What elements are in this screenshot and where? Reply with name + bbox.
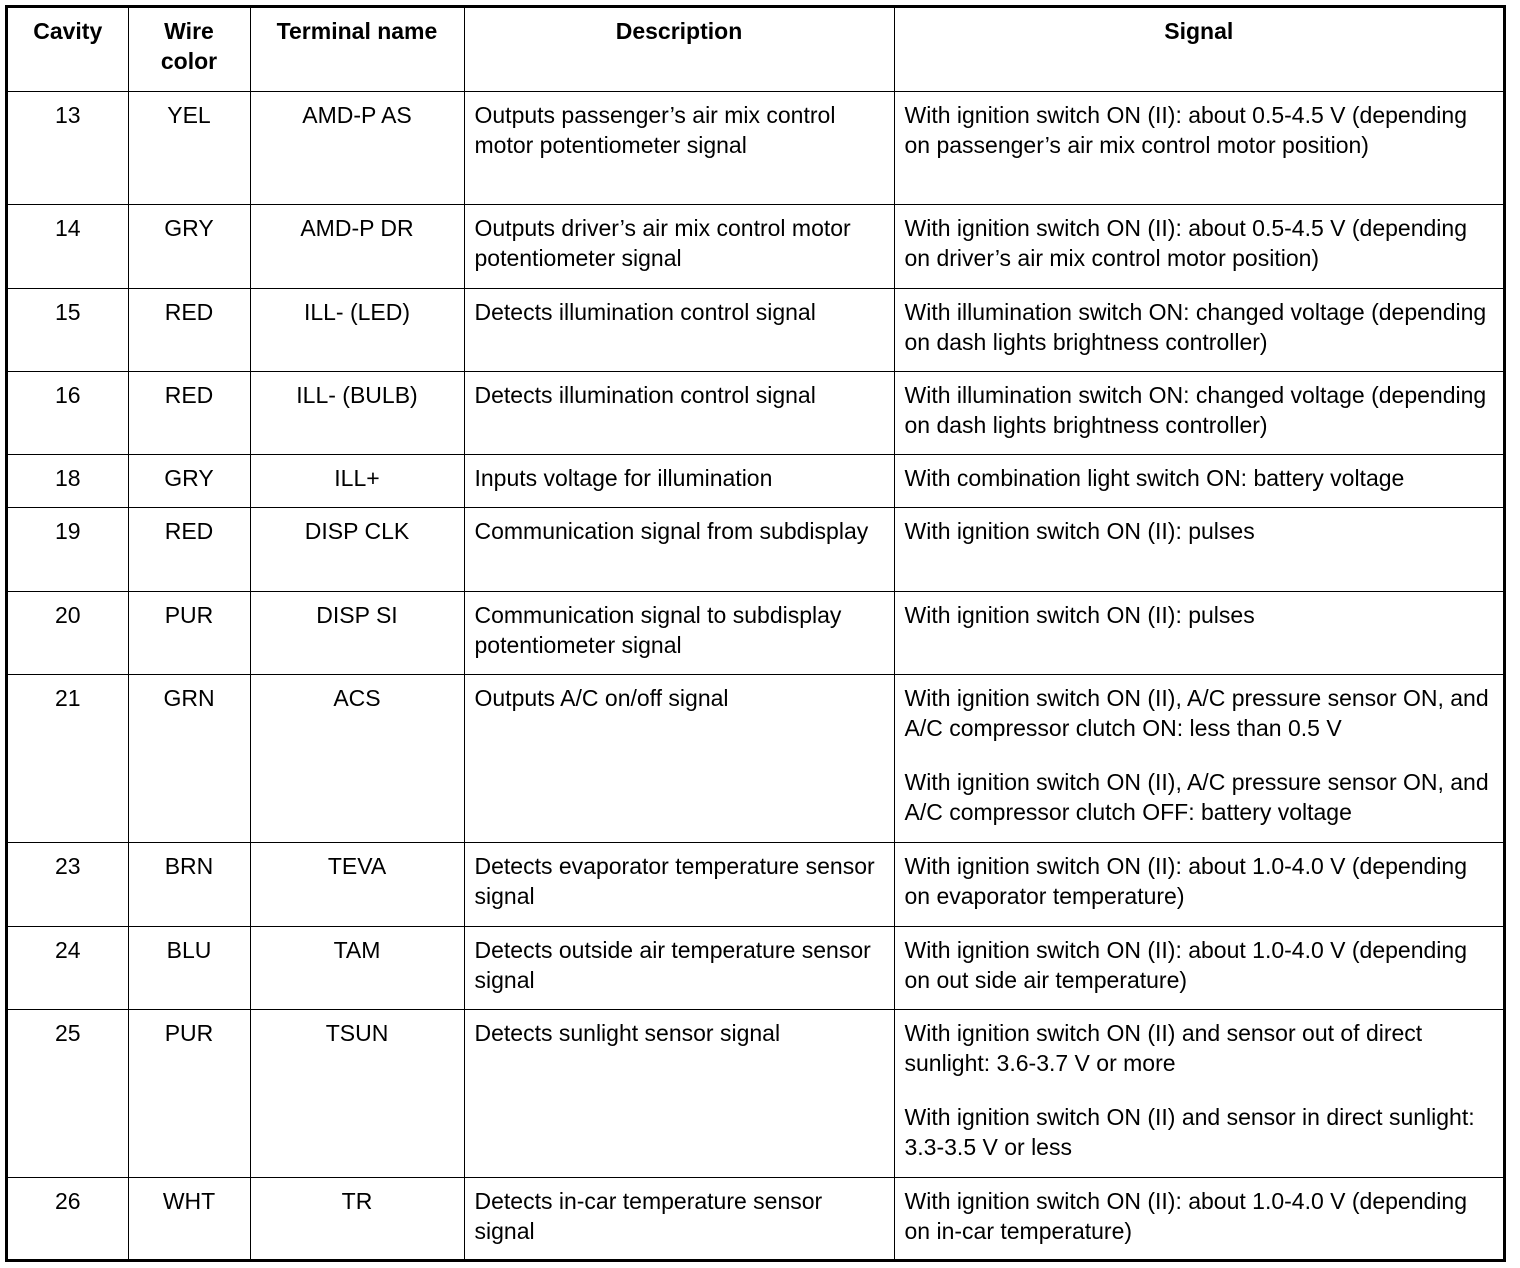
description-cell: Detects evaporator temperature sensor signal bbox=[464, 842, 894, 926]
signal-cell bbox=[894, 674, 1503, 842]
terminal-name-cell: ACS bbox=[250, 674, 464, 842]
description-cell: Outputs A/C on/off signal bbox=[464, 674, 894, 842]
signal-cell bbox=[894, 371, 1503, 454]
wire-color-cell: PUR bbox=[128, 591, 250, 674]
description-cell: Detects illumination control signal bbox=[464, 288, 894, 371]
table-row bbox=[8, 926, 1503, 1009]
signal-text: With ignition switch ON (II): about 0.5-4.5 V (depending on passenger’s air mix control motor position) bbox=[904, 101, 1468, 158]
terminal-name-cell: ILL- (LED) bbox=[250, 288, 464, 371]
signal-text: With illumination switch ON: changed voltage (depending on dash lights brightness controller) bbox=[904, 381, 1487, 438]
signal-text: With ignition switch ON (II): pulses bbox=[904, 601, 1255, 628]
signal-text: With ignition switch ON (II), A/C pressure sensor ON, and A/C compressor clutch ON: less than 0.5 V bbox=[904, 684, 1489, 741]
cavity-cell: 21 bbox=[8, 674, 128, 842]
terminal-name-cell: TAM bbox=[250, 926, 464, 1009]
table-row bbox=[8, 591, 1503, 674]
header-terminal-name: Terminal name bbox=[250, 8, 464, 91]
signal-text: With ignition switch ON (II), A/C pressure sensor ON, and A/C compressor clutch OFF: battery voltage bbox=[904, 768, 1489, 825]
signal-cell bbox=[894, 842, 1503, 926]
wire-color-cell: GRY bbox=[128, 454, 250, 507]
cavity-cell: 18 bbox=[8, 454, 128, 507]
header-cavity: Cavity bbox=[8, 8, 128, 91]
table-row bbox=[8, 204, 1503, 288]
table-row bbox=[8, 674, 1503, 842]
description-cell: Outputs driver’s air mix control motor potentiometer signal bbox=[464, 204, 894, 288]
description-cell: Detects sunlight sensor signal bbox=[464, 1009, 894, 1177]
table-row bbox=[8, 1177, 1503, 1259]
wire-color-cell: BRN bbox=[128, 842, 250, 926]
table-row bbox=[8, 371, 1503, 454]
wire-color-cell: GRY bbox=[128, 204, 250, 288]
signal-text: With ignition switch ON (II) and sensor in direct sunlight: 3.3-3.5 V or less bbox=[904, 1103, 1475, 1160]
terminal-name-cell: AMD-P AS bbox=[250, 91, 464, 204]
table-row bbox=[8, 1009, 1503, 1177]
table-row bbox=[8, 842, 1503, 926]
table-body bbox=[8, 91, 1503, 1259]
signal-cell bbox=[894, 507, 1503, 591]
cavity-cell: 23 bbox=[8, 842, 128, 926]
terminal-name-cell: DISP SI bbox=[250, 591, 464, 674]
description-cell: Detects in-car temperature sensor signal bbox=[464, 1177, 894, 1259]
signal-cell bbox=[894, 91, 1503, 204]
header-signal: Signal bbox=[894, 8, 1503, 91]
table-row bbox=[8, 454, 1503, 507]
wire-color-cell: YEL bbox=[128, 91, 250, 204]
signal-cell bbox=[894, 454, 1503, 507]
description-cell: Detects outside air temperature sensor signal bbox=[464, 926, 894, 1009]
signal-cell bbox=[894, 1177, 1503, 1259]
description-cell: Outputs passenger’s air mix control motor potentiometer signal bbox=[464, 91, 894, 204]
terminal-name-cell: DISP CLK bbox=[250, 507, 464, 591]
terminal-name-cell: AMD-P DR bbox=[250, 204, 464, 288]
wire-color-cell: BLU bbox=[128, 926, 250, 1009]
cavity-cell: 14 bbox=[8, 204, 128, 288]
signal-text: With illumination switch ON: changed voltage (depending on dash lights brightness controller) bbox=[904, 298, 1487, 355]
wire-color-cell: PUR bbox=[128, 1009, 250, 1177]
wire-color-cell: RED bbox=[128, 288, 250, 371]
terminal-name-cell: ILL- (BULB) bbox=[250, 371, 464, 454]
signal-cell bbox=[894, 204, 1503, 288]
cavity-cell: 26 bbox=[8, 1177, 128, 1259]
terminal-table bbox=[8, 8, 1503, 1259]
terminal-table-frame bbox=[5, 5, 1506, 1262]
cavity-cell: 24 bbox=[8, 926, 128, 1009]
signal-cell bbox=[894, 288, 1503, 371]
header-description: Description bbox=[464, 8, 894, 91]
header-wire-color: Wire color bbox=[128, 8, 250, 91]
signal-text: With ignition switch ON (II) and sensor out of direct sunlight: 3.6-3.7 V or more bbox=[904, 1019, 1423, 1076]
header-row bbox=[8, 8, 1503, 91]
terminal-name-cell: TEVA bbox=[250, 842, 464, 926]
wire-color-cell: WHT bbox=[128, 1177, 250, 1259]
wire-color-cell: RED bbox=[128, 371, 250, 454]
cavity-cell: 13 bbox=[8, 91, 128, 204]
cavity-cell: 20 bbox=[8, 591, 128, 674]
cavity-cell: 15 bbox=[8, 288, 128, 371]
cavity-cell: 16 bbox=[8, 371, 128, 454]
signal-cell bbox=[894, 1009, 1503, 1177]
description-cell: Communication signal from subdisplay bbox=[464, 507, 894, 591]
description-cell: Detects illumination control signal bbox=[464, 371, 894, 454]
signal-cell bbox=[894, 591, 1503, 674]
signal-text: With combination light switch ON: battery voltage bbox=[904, 464, 1405, 491]
cavity-cell: 19 bbox=[8, 507, 128, 591]
wire-color-cell: GRN bbox=[128, 674, 250, 842]
wire-color-cell: RED bbox=[128, 507, 250, 591]
description-cell: Inputs voltage for illumination bbox=[464, 454, 894, 507]
signal-text: With ignition switch ON (II): about 1.0-4.0 V (depending on out side air temperature) bbox=[904, 936, 1468, 993]
terminal-name-cell: TR bbox=[250, 1177, 464, 1259]
signal-text: With ignition switch ON (II): about 1.0-4.0 V (depending on evaporator temperature) bbox=[904, 852, 1468, 909]
signal-text: With ignition switch ON (II): about 0.5-4.5 V (depending on driver’s air mix control motor position) bbox=[904, 214, 1468, 271]
signal-cell bbox=[894, 926, 1503, 1009]
cavity-cell: 25 bbox=[8, 1009, 128, 1177]
terminal-name-cell: ILL+ bbox=[250, 454, 464, 507]
signal-text: With ignition switch ON (II): about 1.0-4.0 V (depending on in-car temperature) bbox=[904, 1187, 1468, 1244]
signal-text: With ignition switch ON (II): pulses bbox=[904, 517, 1255, 544]
terminal-name-cell: TSUN bbox=[250, 1009, 464, 1177]
table-row bbox=[8, 288, 1503, 371]
table-row bbox=[8, 91, 1503, 204]
table-row bbox=[8, 507, 1503, 591]
description-cell: Communication signal to subdisplay potentiometer signal bbox=[464, 591, 894, 674]
